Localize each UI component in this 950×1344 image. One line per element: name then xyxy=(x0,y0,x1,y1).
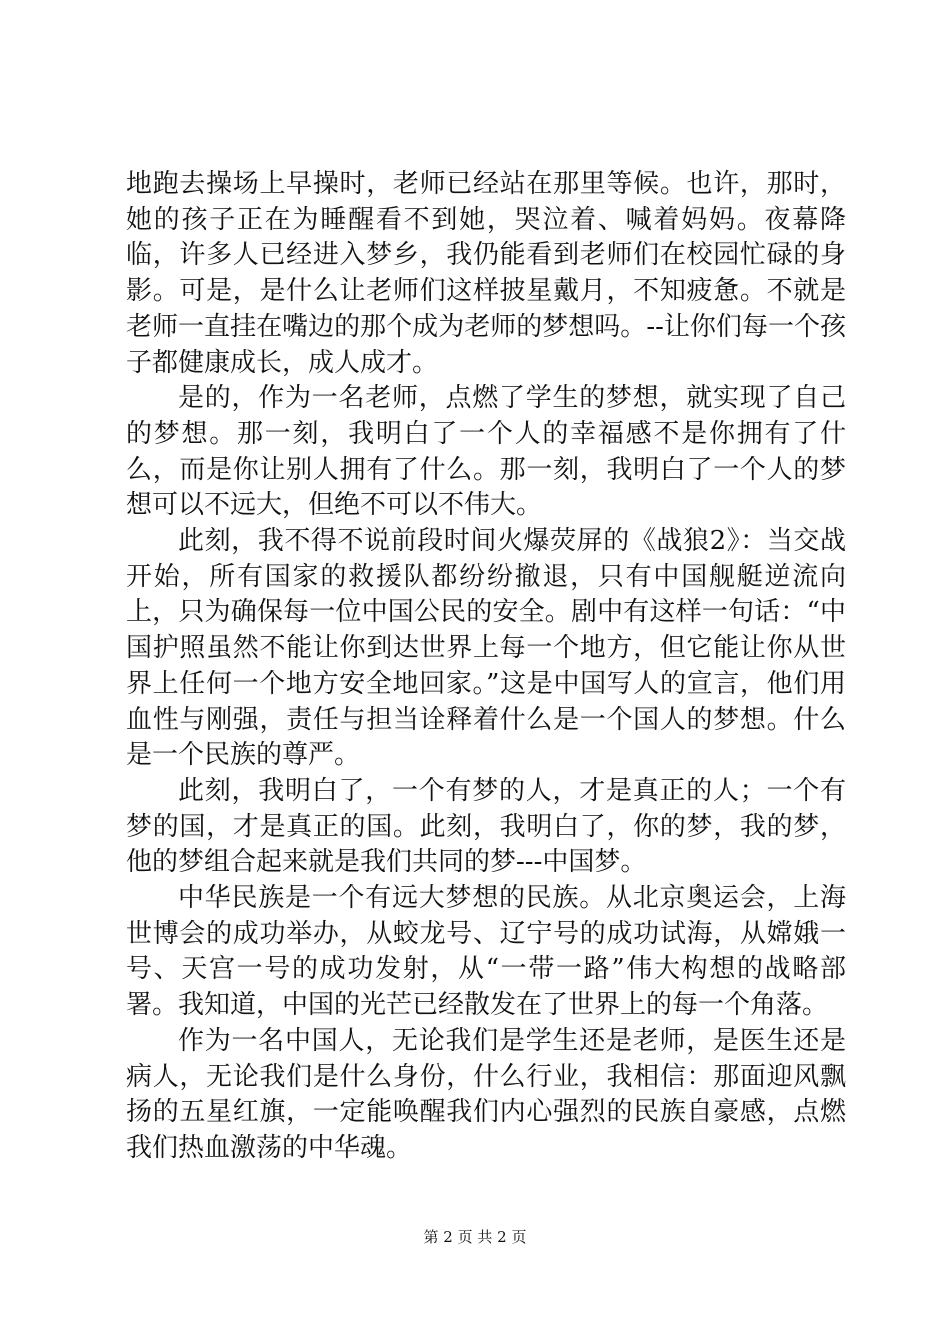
paragraph-wolf-warrior: 此刻，我不得不说前段时间火爆荧屏的《战狼2》：当交战开始，所有国家的救援队都纷纷撤退，只有中国舰艇逆流向上，只为确保每一位中国公民的安全。剧中有这样一句话：“中国护照虽然不能让你到达世界上每一个地方，但它能让你从世界上任何一个地方安全地回家。”这是中国写人的宣言，他们用血性与刚强，责任与担当诠释着什么是一个国人的梦想。什么是一个民族的尊严。 xyxy=(126,526,846,771)
document-body xyxy=(126,167,846,1167)
page-number-footer: 第 2 页 共 2 页 xyxy=(423,1228,527,1246)
paragraph-closing: 作为一名中国人，无论我们是学生还是老师，是医生还是病人，无论我们是什么身份，什么行业，我相信：那面迎风飘扬的五星红旗，一定能唤醒我们内心强烈的民族自豪感，点燃我们热血激荡的中华魂。 xyxy=(126,1025,846,1163)
paragraph-china-dream: 此刻，我明白了，一个有梦的人，才是真正的人；一个有梦的国，才是真正的国。此刻，我明白了，你的梦，我的梦，他的梦组合起来就是我们共同的梦---中国梦。 xyxy=(126,775,846,878)
paragraph-national-achievements: 中华民族是一个有远大梦想的民族。从北京奥运会，上海世博会的成功举办，从蛟龙号、辽宁号的成功试海，从嫦娥一号、天宫一号的成功发射，从“一带一路”伟大构想的战略部署。我知道，中国的光芒已经散发在了世界上的每一个角落。 xyxy=(126,883,846,1021)
paragraph-teacher-dream: 是的，作为一名老师，点燃了学生的梦想，就实现了自己的梦想。那一刻，我明白了一个人的幸福感不是你拥有了什么，而是你让别人拥有了什么。那一刻，我明白了一个人的梦想可以不远大，但绝不可以不伟大。 xyxy=(126,383,846,521)
paragraph-continuation: 地跑去操场上早操时，老师已经站在那里等候。也许，那时，她的孩子正在为睡醒看不到她，哭泣着、喊着妈妈。夜幕降临，许多人已经进入梦乡，我仍能看到老师们在校园忙碌的身影。可是，是什么让老师们这样披星戴月，不知疲惫。不就是老师一直挂在嘴边的那个成为老师的梦想吗。--让你们每一个孩子都健康成长，成人成才。 xyxy=(126,169,846,378)
